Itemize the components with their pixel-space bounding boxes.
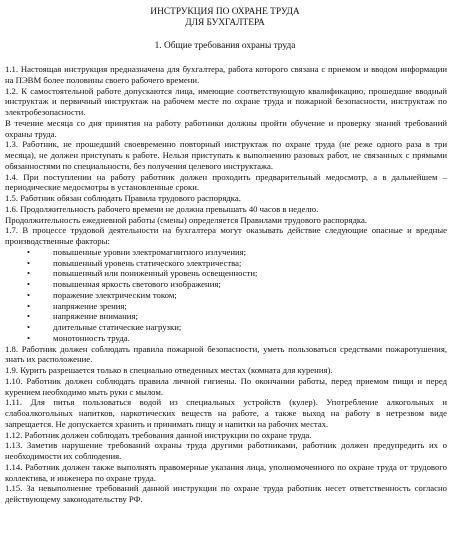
bullet-icon: • <box>27 332 31 343</box>
hazard-factor-item <box>5 301 447 312</box>
paragraph: 1.13. Заметив нарушение требований охраны труда другими работниками, работник должен предупредить их о необходимости их соблюдения. <box>5 440 447 461</box>
bullet-icon: • <box>27 289 31 300</box>
hazard-factor-item <box>5 322 447 333</box>
hazard-factor-text: повышенные уровни электромагнитного излучения; <box>53 246 247 257</box>
bullet-icon: • <box>27 257 31 268</box>
paragraph: 1.12. Работник должен соблюдать требования данной инструкции по охране труда. <box>5 429 312 440</box>
paragraph: В течение месяца со дня принятия на работу работники должны пройти обучение и проверку знаний требований охраны труда. <box>5 117 447 139</box>
bullet-icon: • <box>27 246 31 257</box>
hazard-factor-list <box>5 247 447 344</box>
paragraph: 1.7. В процессе трудовой деятельности на бухгалтера могут оказывать действие следующие опасные и вредные производственные факторы: <box>5 225 447 246</box>
paragraph: 1.2. К самостоятельной работе допускаются лица, имеющие соответствующую квалификацию, прошедшие вводный инструктаж и первичный инструктаж на рабочем месте по охране труда и пожарной безопасности, инструктаж по электробезопасности. <box>5 85 447 117</box>
bullet-icon: • <box>27 300 31 311</box>
paragraph: 1.10. Работник должен соблюдать правила личной гигиены. По окончании работы, перед приемом пищи и перед курением необходимо мыть руки с мылом. <box>5 375 447 397</box>
bullet-icon: • <box>27 279 31 289</box>
section-heading: 1. Общие требования охраны труда <box>154 41 296 51</box>
hazard-factor-text: повышенный или пониженный уровень освещенности; <box>53 268 258 279</box>
paragraph: 1.11. Для питья пользоваться водой из специальных устройств (кулер). Употребление алкогольных и слабоалкогольных напитков, наркотических веществ на работе, а также выход на работу в нетрезвом виде запрещается. Не допускается хранить и принимать пищу и напитки на рабочих местах. <box>5 397 447 429</box>
bullet-icon: • <box>27 311 31 322</box>
hazard-factor-item <box>5 268 447 279</box>
paragraph: 1.8. Работник должен соблюдать правила пожарной безопасности, уметь пользоваться средствами пожаротушения, знать их расположение. <box>5 343 447 365</box>
hazard-factor-text: длительные статические нагрузки; <box>53 322 182 332</box>
bullet-icon: • <box>27 268 31 279</box>
hazard-factor-item <box>5 258 447 269</box>
hazard-factor-text: напряжение зрения; <box>53 300 127 311</box>
hazard-factor-text: поражение электрическим током; <box>53 289 177 300</box>
hazard-factor-item <box>5 311 447 322</box>
paragraph: 1.15. За невыполнение требований данной инструкции по охране труда работник несет ответственность согласно действующему законодательству РФ. <box>5 483 447 504</box>
hazard-factor-item <box>5 279 447 290</box>
paragraph: 1.1. Настоящая инструкция предназначена для бухгалтера, работа которого связана с приемом и вводом информации на ПЭВМ более половины своего рабочего времени. <box>5 64 447 85</box>
paragraph: 1.6. Продолжительность рабочего времени не должна превышать 40 часов в неделю. <box>5 203 319 214</box>
hazard-factor-item <box>5 247 447 258</box>
hazard-factor-text: повышенный уровень статического электричества; <box>53 257 242 268</box>
hazard-factor-item <box>5 290 447 301</box>
paragraphs-after-list <box>5 344 447 505</box>
instruction-body <box>5 64 447 505</box>
paragraph: 1.14. Работник должен также выполнять правомерные указания лица, уполномоченного по охране труда от трудового коллектива, и инженера по охране труда. <box>5 461 447 483</box>
paragraph: 1.3. Работник, не прошедший своевременно повторный инструктаж по охране труда (не реже одного раза в три месяца), не должен приступать к работе. Нельзя приступать к выполнению разовых работ, не связанных с прямыми обязанностями по специальности, без получения целевого инструктажа. <box>5 139 447 171</box>
paragraph: Продолжительность ежедневной работы (смены) определяется Правилами трудового распорядка. <box>5 214 367 225</box>
hazard-factor-text: монотонность труда. <box>53 332 130 343</box>
bullet-icon: • <box>27 322 31 332</box>
document-title: ИНСТРУКЦИЯ ПО ОХРАНЕ ТРУДА <box>150 7 300 17</box>
hazard-factor-text: напряжение внимания; <box>53 311 138 322</box>
paragraphs-before-list <box>5 64 447 247</box>
paragraph: 1.4. При поступлении на работу работник должен проходить предварительный медосмотр, а в дальнейшем – периодические медосмотры в установленные сроки. <box>5 171 447 193</box>
paragraph: 1.5. Работник обязан соблюдать Правила трудового распорядка. <box>5 193 241 203</box>
hazard-factor-item <box>5 333 447 344</box>
document-subtitle: ДЛЯ БУХГАЛТЕРА <box>185 18 265 28</box>
paragraph: 1.9. Курить разрешается только в специально отведенных местах (комната для курения). <box>5 365 333 375</box>
hazard-factor-text: повышенная яркость светового изображения; <box>53 279 221 289</box>
